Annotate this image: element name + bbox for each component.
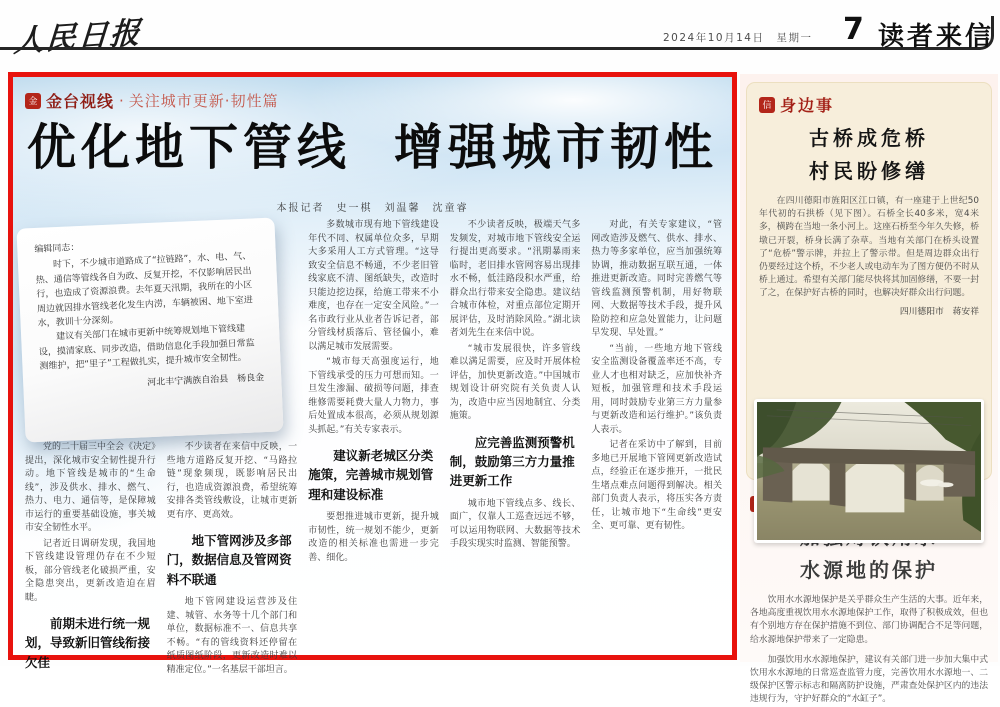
paragraph: 城市地下管线点多、线长、面广，仅靠人工巡查远远不够，可以运用物联网、大数据等技术手段实现实时监测、智能预警。 [449, 498, 581, 550]
nearby-label-text: 身边事 [780, 96, 835, 115]
article-headline [13, 119, 732, 178]
letter-signature: 河北丰宁满族自治县 杨良金 [147, 372, 265, 388]
column-subhead: 应完善监测预警机制，鼓励第三方力量推进更新工作 [449, 434, 575, 489]
paragraph: 不少读者反映，极端天气多发频发，对城市地下管线安全运行提出更高要求。“汛期暴雨来临时，老旧排水管网容易出现排水不畅，低洼路段积水严重，给群众出行带来安全隐患。建议结合城市体检，对重点部位定期开展评估，及时消除风险。”湖北读者刘先生在来信中说。 [449, 220, 581, 338]
article-column-5 [591, 219, 722, 651]
suggestion-paragraph: 加强饮用水水源地保护，建议有关部门进一步加大集中式饮用水水源地的日常巡查监管力度，完善饮用水水源地一、二级保护区警示标志和隔离防护设施，严肃查处保护区内的违法违规行为，守护好群众的“水缸子”。 [750, 654, 988, 705]
paragraph: “城市每天高强度运行，地下管线承受的压力可想而知。一旦发生渗漏、破损等问题，排查维修需要耗费大量人力物力，事后处置成本很高，必须从规划源头抓起。”有关专家表示。 [308, 357, 439, 435]
nearby-title [759, 122, 979, 188]
publication-date: 2024年10月14日 星期一 [663, 32, 813, 44]
headline-right: 增强城市韧性 [393, 119, 718, 176]
nearby-label [759, 93, 979, 116]
paragraph: 记者近日调研发现，我国地下管线建设管理仍存在不少短板，部分管线老化破损严重，安全隐患突出，更新改造迫在眉睫。 [25, 538, 156, 603]
suggestion-paragraph: 饮用水水源地保护是关乎群众生产生活的大事。近年来，各地高度重视饮用水水源地保护工作，取得了积极成效，但也有个别地方存在保护措施不到位、部门协调配合不足等问题，给水源地保护带来了一定隐患。 [750, 595, 988, 645]
right-rail [740, 74, 998, 705]
paragraph: 不少读者在来信中反映，一些地方道路反复开挖、“马路拉链”现象频现，既影响居民出行，也造成资源浪费，希望统筹安排各类管线敷设，让城市更新更有序、更高效。 [166, 442, 298, 520]
paragraph: “当前，一些地方地下管线安全监测设备覆盖率还不高，专业人才也相对缺乏，应加快补齐短板，加强管理和技术手段运用，同时鼓励专业第三方力量参与更新改造和运行维护。”该负责人表示。 [591, 343, 722, 435]
kicker [25, 89, 279, 112]
nearby-title-line1: 古桥成危桥 [809, 126, 929, 150]
nearby-title-line2: 村民盼修缮 [809, 159, 929, 183]
column-subhead: 地下管网涉及多部门，数据信息及管网资料不联通 [166, 533, 292, 587]
article-byline: 本报记者 史一棋 刘温馨 沈童睿 [276, 203, 469, 214]
paragraph: 党的二十届三中全会《决定》提出，深化城市安全韧性提升行动。地下管线是城市的“生命线”，涉及供水、排水、燃气、热力、电力、通信等，是保障城市运行的重要基础设施，事关城市安全韧性水平。 [25, 442, 156, 533]
paragraph: 对此，有关专家建议，“管网改造涉及燃气、供水、排水、热力等多家单位，应当加强统筹协调，推动数据互联互通，一体推进更新改造。同时完善燃气等管线监测预警机制，用好物联网、大数据等技术手段，提升风险防控和应急处置能力，让问题早发现、早处置。” [591, 220, 722, 338]
article-column-3 [308, 219, 439, 651]
page-number: 7 [843, 12, 864, 47]
paragraph: 地下管网建设运营涉及住建、城管、水务等十几个部门和单位，数据标准不一、信息共享不畅。“有的管线资料还停留在纸质图纸阶段，更新改造时难以精准定位。”一名基层干部坦言。 [166, 597, 298, 675]
nearby-signature: 四川德阳市 蒋安祥 [899, 306, 979, 317]
paragraph: 要想推进城市更新，提升城市韧性，统一规划不能少，更新改造的相关标准也需进一步完善、细化。 [308, 512, 439, 563]
letter-paragraph: 时下，不少城市道路成了“拉链路”，水、电、气、热、通信等管线各自为政、反复开挖，不仅影响居民出行，也造成了资源浪费。去年夏天汛期，我所在的小区周边就因排水管线老化发生内涝，车辆被困、地下室进水，教训十分深刻。 [35, 251, 254, 329]
letters-section-icon: 信 [759, 97, 775, 113]
column-subhead: 建议新老城区分类施策，完善城市规划管理和建设标准 [308, 448, 434, 502]
section-title: 读者来信 [878, 22, 995, 52]
headline-left: 优化地下管线 [27, 119, 352, 176]
suggestion-title-line2: 水源地的保护 [800, 558, 938, 582]
letter-salutation: 编辑同志： [34, 243, 80, 255]
article-column-4 [450, 219, 581, 651]
bridge-photo [754, 399, 984, 543]
reader-letter-paper [16, 217, 283, 442]
kicker-separator: · [119, 91, 124, 110]
nearby-body: 在四川德阳市旌阳区江口镇，有一座建于上世纪50年代初的石拱桥（见下图）。石桥全长40多米，宽4米多，横跨在当地一条小河上。这座石桥至今年久失修，桥墩已开裂，桥身长满了杂草。当地有关部门在桥头设置了“危桥”警示牌，并拉上了警示带。但是周边群众出行仍要经过这个桥，不少老人或电动车为了图方便仍不时从桥上通过。希望有关部门能尽快将其加固修缮，不要一封了之，在保护好古桥的同时，也解决好群众出行问题。 [759, 196, 979, 299]
jintai-logo-icon: 金 [25, 93, 41, 109]
column-subhead: 前期未进行统一规划，导致新旧管线衔接欠佳 [25, 616, 151, 670]
main-article [8, 72, 737, 675]
paragraph: “城市发展很快，许多管线难以满足需要，应及时开展体检评估，加快更新改造。”中国城市规划设计研究院有关负责人认为，改造中应当因地制宜、分类施策。 [449, 343, 581, 421]
paragraph: 记者在采访中了解到，目前多地已开展地下管网更新改造试点，经验正在逐步推开，一批民生堵点难点问题得到解决。相关部门负责人表示，将压实各方责任，让城市地下“生命线”更安全、更可靠、更有韧性。 [591, 440, 722, 531]
letter-paragraph: 建议有关部门在城市更新中统筹规划地下管线建设，摸清家底、同步改造，借助信息化手段加强日常监测维护，把“里子”工程做扎实，提升城市安全韧性。 [38, 324, 255, 372]
masthead-logo: 人民日报 [12, 15, 143, 60]
kicker-column-name: 金台视线 [46, 92, 115, 111]
paragraph: 多数城市现有地下管线建设年代不同、权属单位众多，早期大多采用人工方式管理。“这导致安全信息不畅通，不少老旧管线家底不清、图纸缺失，改造时只能边挖边探，给施工带来不小难度，也存在一定安全风险。”一名市政行业从业者告诉记者，部分管线材质落后、管径偏小，难以满足城市发展需要。 [308, 220, 439, 352]
bridge-photo-illustration [757, 402, 981, 540]
kicker-series-name: 关注城市更新·韧性篇 [128, 92, 279, 110]
